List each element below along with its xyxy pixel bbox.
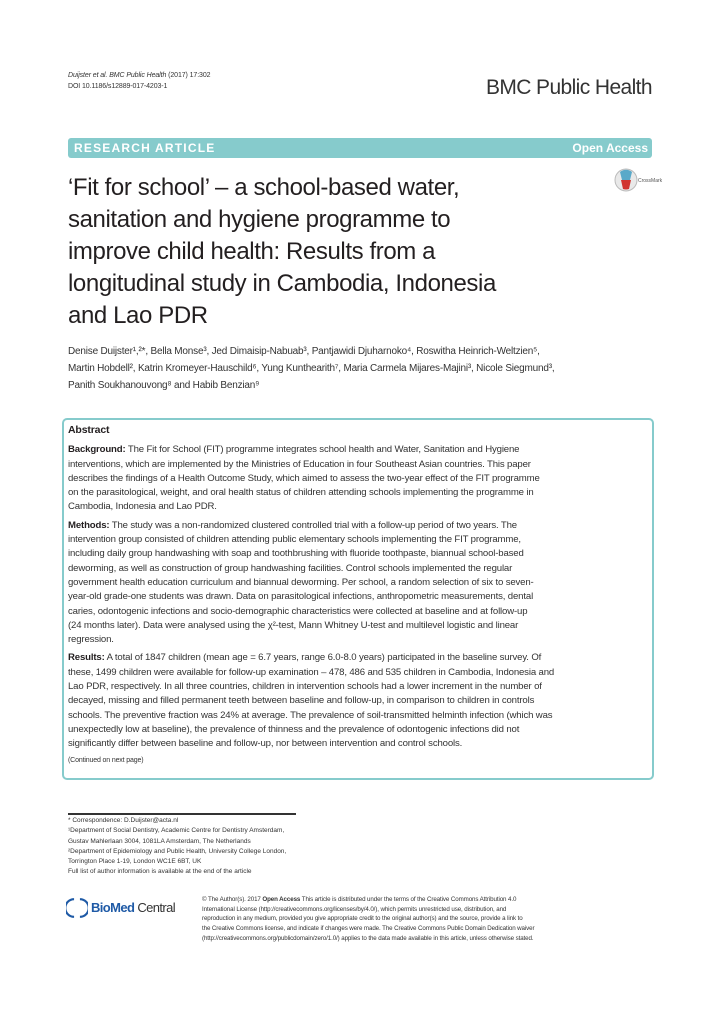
abstract-line: including daily group handwashing with soap and toothbrushing with fluoride toothpaste, biannual school-based (68, 548, 524, 560)
biomed-central-logo (66, 895, 192, 921)
article-title-line: and Lao PDR (68, 302, 208, 329)
journal-name: BMC Public Health (485, 76, 652, 99)
article-title-line: ‘Fit for school’ – a school-based water, (68, 174, 460, 201)
footnotes-line: ²Department of Epidemiology and Public Health, University College London, (68, 847, 287, 855)
abstract (68, 423, 654, 768)
open-access-label: Open Access (572, 141, 648, 155)
license-line: This article is distributed under the terms of the Creative Commons Attribution 4.0 (300, 896, 517, 903)
license-line: the Creative Commons license, and indicate if changes were made. The Creative Commons Public Domain Dedication waiver (202, 925, 535, 933)
footnotes-line: Full list of author information is available at the end of the article (68, 868, 252, 876)
article-title (68, 172, 496, 332)
license-text (202, 895, 534, 944)
citation-header (68, 70, 210, 92)
article-title-line: improve child health: Results from a (68, 238, 436, 265)
license-prefix: © The Author(s). 2017 (202, 896, 263, 903)
author-list-line: Martin Hobdell², Katrin Kromeyer-Hauschild⁶, Yung Kunthearith⁷, Maria Carmela Mijares-Majini³, Nicole Siegmund³, (68, 363, 555, 374)
crossmark-label: CrossMark (638, 178, 663, 184)
abstract-line: interventions, which are implemented by the Ministries of Education in four Southeast Asian countries. This paper (68, 458, 531, 470)
crossmark-icon[interactable] (614, 168, 638, 192)
abstract-line: schools. The preventive fraction was 24% at average. The prevalence of soil-transmitted helminth infection (which was (68, 709, 553, 721)
section-label: Background: (68, 444, 126, 456)
citation-authors: Duijster et al. (68, 72, 108, 79)
abstract-heading: Abstract (68, 424, 110, 436)
abstract-line (68, 651, 654, 665)
abstract-line: significantly differ between baseline and follow-up, nor between intervention and control schools. (68, 738, 463, 750)
section-label: Results: (68, 652, 105, 664)
footnotes-line: * Correspondence: D.Duijster@acta.nl (68, 817, 179, 824)
section-label: Methods: (68, 519, 110, 531)
abstract-line: decayed, missing and filled permanent teeth between baseline and follow-up, in comparison to children in controls (68, 695, 535, 707)
author-list-line: Denise Duijster¹,²*, Bella Monse³, Jed Dimaisip-Nabuab³, Pantjawidi Djuharnoko⁴, Roswitha Heinrich-Weltzien⁵, (68, 346, 540, 357)
article-title-line: longitudinal study in Cambodia, Indonesia (68, 270, 496, 297)
author-list (68, 343, 554, 394)
abstract-results (68, 651, 654, 751)
article-type: RESEARCH ARTICLE (74, 141, 216, 155)
license-line: International License (http://creativecommons.org/licenses/by/4.0/), which permits unrestricted use, distribution, and (202, 905, 507, 913)
article-type-banner (68, 138, 652, 158)
abstract-line: caries, odontogenic infections and socio-demographic characteristics were collected at baseline and at follow-up (68, 605, 528, 617)
logo-text-bold: BioMed (91, 900, 135, 915)
footnotes-line: Torrington Place 1-19, London WC1E 6BT, UK (68, 858, 202, 866)
footnotes-line: ¹Department of Social Dentistry, Academic Centre for Dentistry Amsterdam, (68, 827, 285, 835)
continued-note: (Continued on next page) (68, 756, 144, 764)
abstract-line: deworming, as well as construction of group handwashing facilities. Control schools implemented the regular (68, 562, 513, 574)
abstract-line: year-old grade-one students was drawn. Data on parasitological infections, anthropometric measurements, dental (68, 591, 534, 603)
abstract-background (68, 443, 654, 514)
abstract-line: on the parasitological, weight, and oral health status of children attending schools implementing the programme in (68, 487, 534, 499)
abstract-line: regression. (68, 634, 114, 646)
doi[interactable]: DOI 10.1186/s12889-017-4203-1 (68, 83, 168, 90)
abstract-line: Lao PDR, respectively. In all three countries, children in intervention schools had a lower increment in the number of (68, 681, 542, 693)
license-line: (http://creativecommons.org/publicdomain/zero/1.0/) applies to the data made available in this article, unless otherwise stated. (202, 934, 534, 942)
abstract-line: Cambodia, Indonesia and Lao PDR. (68, 501, 217, 513)
footnotes (68, 816, 286, 878)
section-text: The study was a non-randomized clustered controlled trial with a follow-up period of two years. The (109, 519, 517, 531)
abstract-line (68, 443, 654, 457)
section-text: The Fit for School (FIT) programme integrates school health and Water, Sanitation and Hygiene (125, 444, 520, 456)
logo-text-rest: Central (134, 900, 176, 915)
abstract-line (68, 519, 654, 533)
footnotes-line: Gustav Mahlerlaan 3004, 1081LA Amsterdam, The Netherlands (68, 837, 251, 845)
abstract-line: intervention group consisted of children attending public elementary schools implementing the FIT programme, (68, 534, 521, 546)
abstract-methods (68, 519, 654, 648)
citation-journal: BMC Public Health (109, 72, 167, 79)
abstract-line: describes the findings of a Health Outcome Study, which aimed to assess the two-year effect of the FIT programme (68, 472, 540, 484)
section-text: A total of 1847 children (mean age = 6.7 years, range 6.0-8.0 years) participated in the baseline survey. Of (104, 652, 542, 664)
author-list-line: Panith Soukhanouvong⁸ and Habib Benzian⁹ (68, 380, 260, 391)
citation-volume: (2017) 17:302 (168, 72, 211, 79)
abstract-line: unexpectedly low at baseline), the prevalence of thinness and the prevalence of odontogenic infections did not (68, 723, 520, 735)
license-line: reproduction in any medium, provided you give appropriate credit to the original author(s) and the source, provide a link to (202, 915, 523, 923)
biomed-central-logo-icon (66, 895, 88, 921)
footnote-divider (68, 813, 296, 815)
license-open-access: Open Access (262, 896, 301, 903)
article-title-line: sanitation and hygiene programme to (68, 206, 451, 233)
abstract-line: government health education curriculum and biannual deworming. Per school, a random selection of six to seven- (68, 576, 534, 588)
abstract-line: (24 months later). Data were analysed using the χ²-test, Mann Whitney U-test and multilevel logistic and linear (68, 619, 519, 631)
abstract-line: these, 1499 children were available for follow-up examination – 478, 486 and 535 children in Cambodia, Indonesia and (68, 666, 555, 678)
